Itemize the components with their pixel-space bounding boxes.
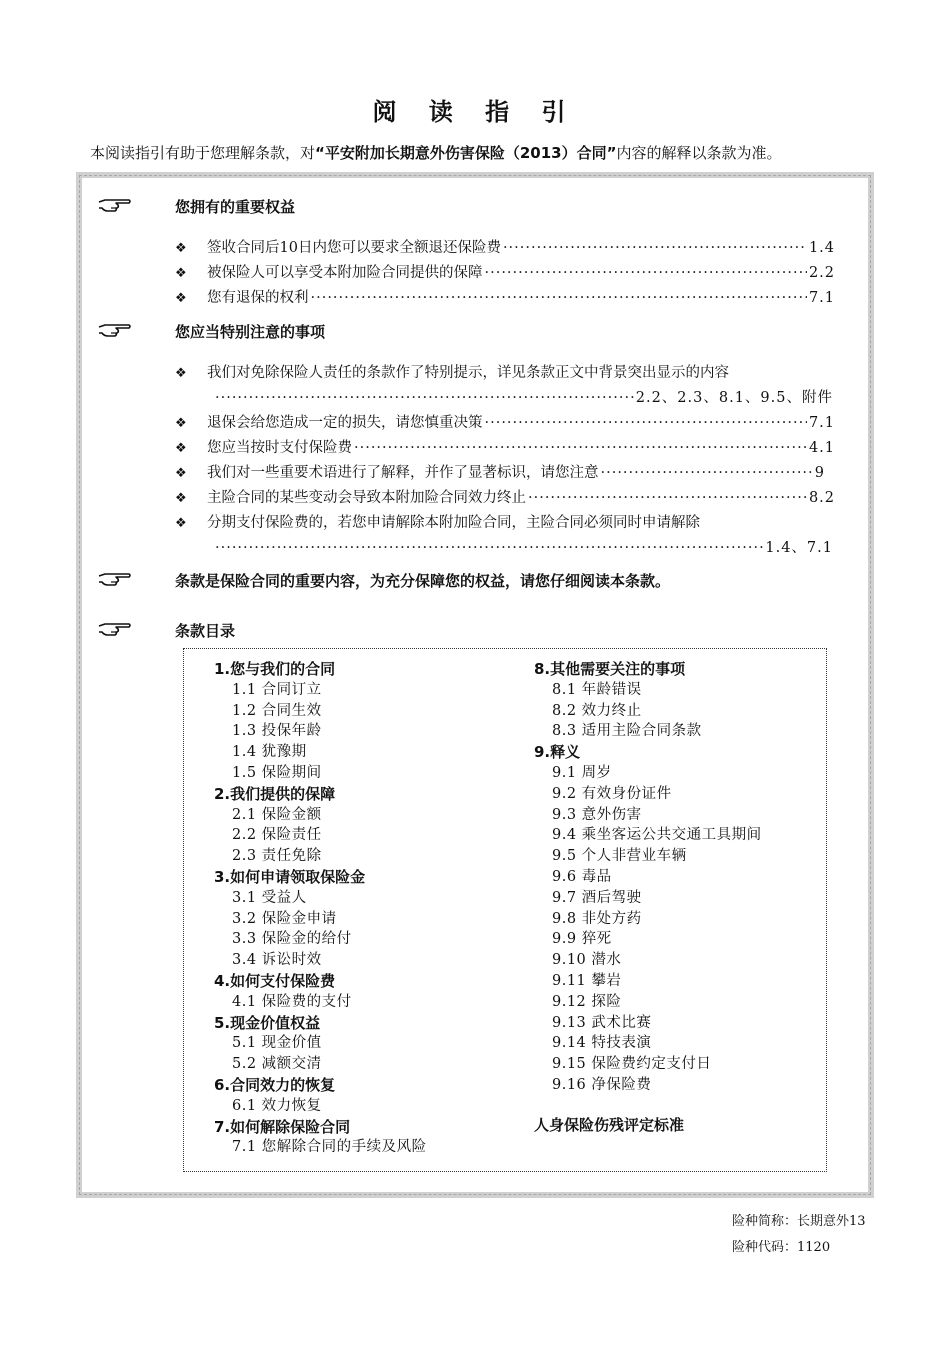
leader-dots (503, 240, 807, 256)
attention-item: ❖ 我们对一些重要术语进行了解释，并作了显著标识，请您注意 ····· 9 (175, 461, 825, 482)
toc-subsection: 9.7 酒后驾驶 (552, 889, 642, 906)
intro-prefix: 本阅读指引有助于您理解条款，对 (90, 144, 316, 162)
product-short-name: 险种简称：长期意外13 (732, 1214, 866, 1229)
toc-subsection: 1.1 合同订立 (232, 681, 322, 698)
intro-paragraph (90, 142, 870, 163)
toc-subsection: 9.6 毒品 (552, 868, 612, 885)
leader-dots (311, 290, 807, 306)
toc-subsection: 3.1 受益人 (232, 889, 307, 906)
toc-section-title: 9.释义 (534, 743, 581, 762)
toc-section-title: 7.如何解除保险合同 (214, 1117, 351, 1136)
toc-subsection: 3.4 诉讼时效 (232, 952, 322, 969)
toc-subsection: 9.8 非处方药 (552, 910, 642, 927)
rights-heading: 您拥有的重要权益 (175, 198, 296, 216)
clause-ref: 4.1 (808, 440, 835, 456)
intro-suffix: 内容的解释以条款为准。 (616, 144, 782, 162)
toc-subsection: 4.1 保险费的支付 (232, 993, 352, 1010)
clause-ref: 8.2 (808, 490, 835, 506)
rights-item: ❖ 签收合同后10日内您可以要求全额退还保险费 ····· 1.4 (175, 236, 835, 257)
toc-subsection: 6.1 效力恢复 (232, 1097, 322, 1114)
toc-subsection: 9.3 意外伤害 (552, 806, 642, 823)
pointing-hand-icon (98, 570, 132, 588)
toc-subsection: 9.14 特技表演 (552, 1035, 652, 1052)
toc-subsection: 8.3 适用主险合同条款 (552, 723, 702, 740)
table-of-contents (183, 648, 827, 1172)
clause-ref: 2.2 (808, 265, 835, 281)
toc-section-title: 8.其他需要关注的事项 (534, 660, 686, 678)
leader-dots (601, 465, 813, 481)
leader-dots (215, 540, 763, 556)
toc-section-title: 3.如何申请领取保险金 (214, 867, 366, 886)
toc-subsection: 8.1 年龄错误 (552, 681, 642, 698)
attention-item: ❖ 主险合同的某些变动会导致本附加险合同效力终止 ····· 8.2 (175, 486, 835, 507)
toc-subsection: 1.2 合同生效 (232, 702, 322, 719)
toc-subsection: 1.5 保险期间 (232, 764, 322, 781)
toc-subsection: 9.16 净保险费 (552, 1076, 652, 1093)
toc-subsection: 9.10 潜水 (552, 952, 622, 969)
attention-item-continuation (215, 386, 833, 407)
leader-dots (485, 415, 807, 431)
attention-item-continuation (215, 536, 833, 557)
diamond-bullet-icon: ❖ (175, 266, 187, 281)
toc-section-title: 6.合同效力的恢复 (214, 1075, 336, 1094)
toc-subsection: 9.15 保险费约定支付日 (552, 1056, 712, 1073)
toc-subsection: 2.2 保险责任 (232, 827, 322, 844)
product-code: 险种代码：1120 (732, 1240, 831, 1255)
toc-subsection: 9.13 武术比赛 (552, 1014, 652, 1031)
toc-subsection: 9.5 个人非营业车辆 (552, 848, 687, 865)
diamond-bullet-icon: ❖ (175, 291, 187, 306)
rights-item: ❖ 您有退保的权利 ····· 7.1 (175, 286, 835, 307)
toc-heading: 条款目录 (175, 622, 236, 640)
diamond-bullet-icon: ❖ (175, 491, 187, 506)
leader-dots (354, 440, 807, 456)
toc-subsection: 9.11 攀岩 (552, 972, 622, 989)
diamond-bullet-icon: ❖ (175, 366, 187, 381)
toc-subsection: 9.2 有效身份证件 (552, 785, 672, 802)
toc-subsection: 7.1 您解除合同的手续及风险 (232, 1139, 427, 1156)
toc-subsection: 3.2 保险金申请 (232, 910, 337, 927)
pointing-hand-icon (98, 620, 132, 638)
page-title: 阅 读 指 引 (372, 98, 578, 126)
toc-subsection: 5.2 减额交清 (232, 1056, 322, 1073)
toc-subsection: 9.9 猝死 (552, 931, 612, 948)
attention-item: ❖ 分期支付保险费的，若您申请解除本附加险合同，主险合同必须同时申请解除 (175, 515, 700, 531)
clause-ref: 7.1 (808, 290, 835, 306)
notice-text: 条款是保险合同的重要内容，为充分保障您的权益，请您仔细阅读本条款。 (175, 572, 671, 590)
toc-section-title: 5.现金价值权益 (214, 1013, 321, 1032)
clause-ref: 2.2、2.3、8.1、9.5、附件 (635, 390, 833, 406)
toc-appendix: 人身保险伤残评定标准 (534, 1115, 685, 1134)
toc-section-title: 1.您与我们的合同 (214, 660, 336, 678)
leader-dots (485, 265, 807, 281)
toc-subsection: 1.3 投保年龄 (232, 723, 322, 740)
rights-item: ❖ 被保险人可以享受本附加险合同提供的保障 ····· 2.2 (175, 261, 835, 282)
leader-dots (215, 390, 634, 406)
toc-subsection: 9.1 周岁 (552, 764, 612, 781)
leader-dots (528, 490, 807, 506)
diamond-bullet-icon: ❖ (175, 416, 187, 431)
diamond-bullet-icon: ❖ (175, 466, 187, 481)
diamond-bullet-icon: ❖ (175, 241, 187, 256)
toc-section-title: 2.我们提供的保障 (214, 784, 336, 803)
pointing-hand-icon (98, 196, 132, 214)
attention-heading: 您应当特别注意的事项 (175, 323, 326, 341)
clause-ref: 9 (814, 465, 825, 481)
clause-ref: 1.4、7.1 (765, 540, 833, 556)
toc-subsection: 9.4 乘坐客运公共交通工具期间 (552, 827, 762, 844)
toc-subsection: 3.3 保险金的给付 (232, 931, 352, 948)
product-name: “平安附加长期意外伤害保险（2013）合同” (315, 144, 617, 162)
attention-item: ❖ 我们对免除保险人责任的条款作了特别提示，详见条款正文中背景突出显示的内容 (175, 365, 729, 381)
toc-subsection: 5.1 现金价值 (232, 1035, 322, 1052)
toc-subsection: 2.1 保险金额 (232, 806, 322, 823)
attention-item: ❖ 退保会给您造成一定的损失，请您慎重决策 ····· 7.1 (175, 411, 835, 432)
diamond-bullet-icon: ❖ (175, 516, 187, 531)
diamond-bullet-icon: ❖ (175, 441, 187, 456)
toc-subsection: 1.4 犹豫期 (232, 744, 307, 761)
toc-right-column (534, 659, 762, 1135)
toc-section-title: 4.如何支付保险费 (214, 971, 336, 990)
clause-ref: 7.1 (808, 415, 835, 431)
toc-subsection: 2.3 责任免除 (232, 848, 322, 865)
toc-subsection: 9.12 探险 (552, 993, 622, 1010)
toc-subsection: 8.2 效力终止 (552, 702, 642, 719)
attention-item: ❖ 您应当按时支付保险费 ····· 4.1 (175, 436, 835, 457)
toc-left-column (214, 659, 427, 1158)
pointing-hand-icon (98, 321, 132, 339)
clause-ref: 1.4 (808, 240, 835, 256)
